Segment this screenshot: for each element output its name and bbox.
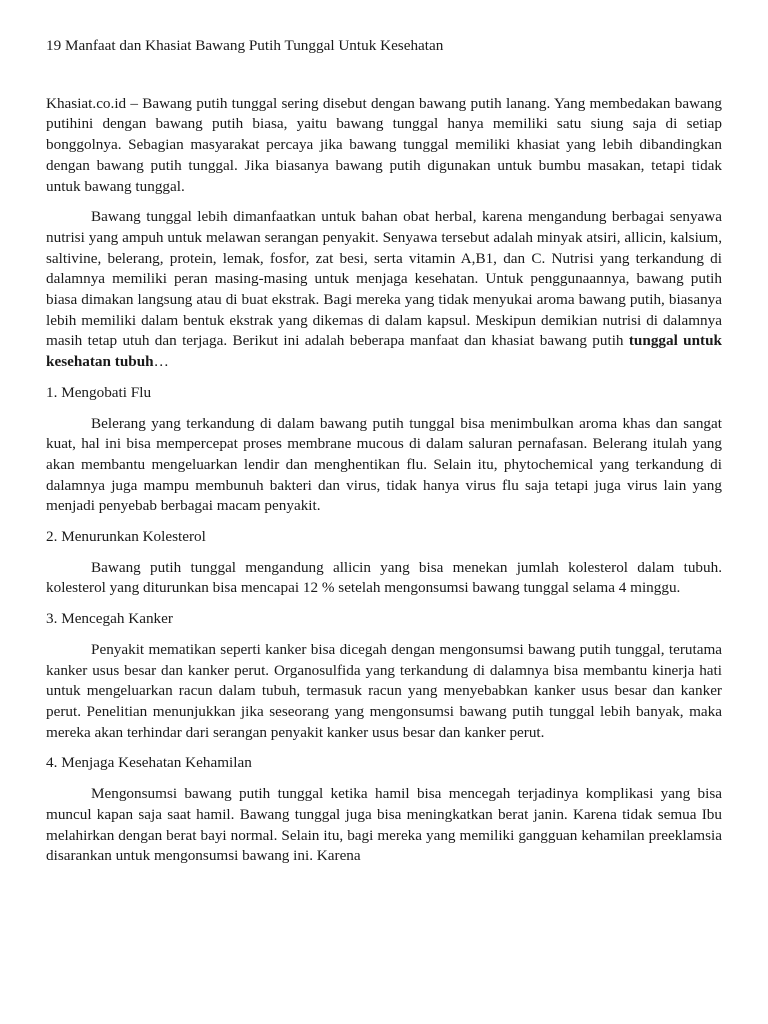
section-heading-kehamilan: 4. Menjaga Kesehatan Kehamilan [46, 754, 252, 772]
nutrients-paragraph-text: Bawang tunggal lebih dimanfaatkan untuk bahan obat herbal, karena mengandung berbagai senyawa nutrisi yang ampuh untuk melawan serangan penyakit. Senyawa tersebut adalah minyak atsiri, allicin, kalsium, saltivine, belerang, protein, lemak, fosfor, zat besi, serta vitamin A,B1, dan C. Nutrisi yang terkandung di dalamnya memiliki peran masing-masing untuk menjaga kesehatan. Untuk penggunaannya, bawang putih biasa dimakan langsung atau di buat ekstrak. Bagi mereka yang tidak menyukai aroma bawang putih, biasanya lebih memiliki dalam bentuk ekstrak yang dikemas di dalam kapsul. Meskipun demikian nutrisi di dalamnya masih tetap utuh dan terjaga. Berikut ini adalah beberapa manfaat dan khasiat bawang putih [46, 208, 722, 350]
section-heading-kolesterol: 2. Menurunkan Kolesterol [46, 528, 206, 546]
section-heading-flu: 1. Mengobati Flu [46, 383, 152, 401]
section-body-kanker: Penyakit mematikan seperti kanker bisa dicegah dengan mengonsumsi bawang putih tunggal, terutama kanker usus besar dan kanker perut. Organosulfida yang terkandung di dalamnya bisa membantu kinerja hati untuk mengeluarkan racun dalam tubuh, termasuk racun yang menyebabkan kanker usus besar dan kanker perut. Penelitian menunjukkan jika seseorang yang mengonsumsi bawang putih tunggal lebih banyak, maka mereka akan terhindar dari serangan penyakit kanker usus besar dan kanker perut. [46, 640, 722, 741]
section-body-flu: Belerang yang terkandung di dalam bawang putih tunggal bisa menimbulkan aroma khas dan sangat kuat, hal ini bisa mempercepat proses membrane mucous di dalam saluran pernafasan. Belerang itulah yang akan membantu mengeluarkan lendir dan menghentikan flu. Selain itu, phytochemical yang terkandung di dalamnya juga mampu membunuh bakteri dan virus, tidak hanya virus flu saja tetapi juga virus lain yang menjadi penyebab berbagai macam penyakit. [46, 414, 722, 515]
document-title: 19 Manfaat dan Khasiat Bawang Putih Tunggal Untuk Kesehatan [46, 37, 444, 54]
section-heading-kanker: 3. Mencegah Kanker [46, 610, 173, 628]
section-body-kehamilan: Mengonsumsi bawang putih tunggal ketika hamil bisa mencegah terjadinya komplikasi yang bisa muncul kapan saja saat hamil. Bawang tunggal juga bisa meningkatkan berat janin. Karena tidak semua Ibu melahirkan dengan berat bayi normal. Selain itu, bagi mereka yang memiliki gangguan kehamilan preeklamsia disarankan untuk mengonsumsi bawang ini. Karena [46, 785, 722, 865]
nutrients-paragraph [46, 207, 722, 373]
intro-paragraph: Khasiat.co.id – Bawang putih tunggal sering disebut dengan bawang putih lanang. Yang membedakan bawang putihini dengan bawang putih biasa, yaitu bawang tunggal hanya memiliki satu siung saja di setiap bonggolnya. Sebagian masyarakat percaya jika bawang tunggal memiliki khasiat yang lebih dibandingkan dengan bawang putih tunggal. Jika biasanya bawang putih digunakan untuk bumbu masakan, tetapi tidak untuk bawang tunggal. [46, 94, 722, 195]
section-body-kolesterol: Bawang putih tunggal mengandung allicin yang bisa menekan jumlah kolesterol dalam tubuh. kolesterol yang diturunkan bisa mencapai 12 % setelah mengonsumsi bawang tunggal selama 4 minggu. [46, 558, 722, 597]
nutrients-paragraph-ellipsis: … [153, 353, 169, 371]
nutrients-paragraph-bold: tunggal untuk kesehatan tubuh [46, 332, 723, 371]
